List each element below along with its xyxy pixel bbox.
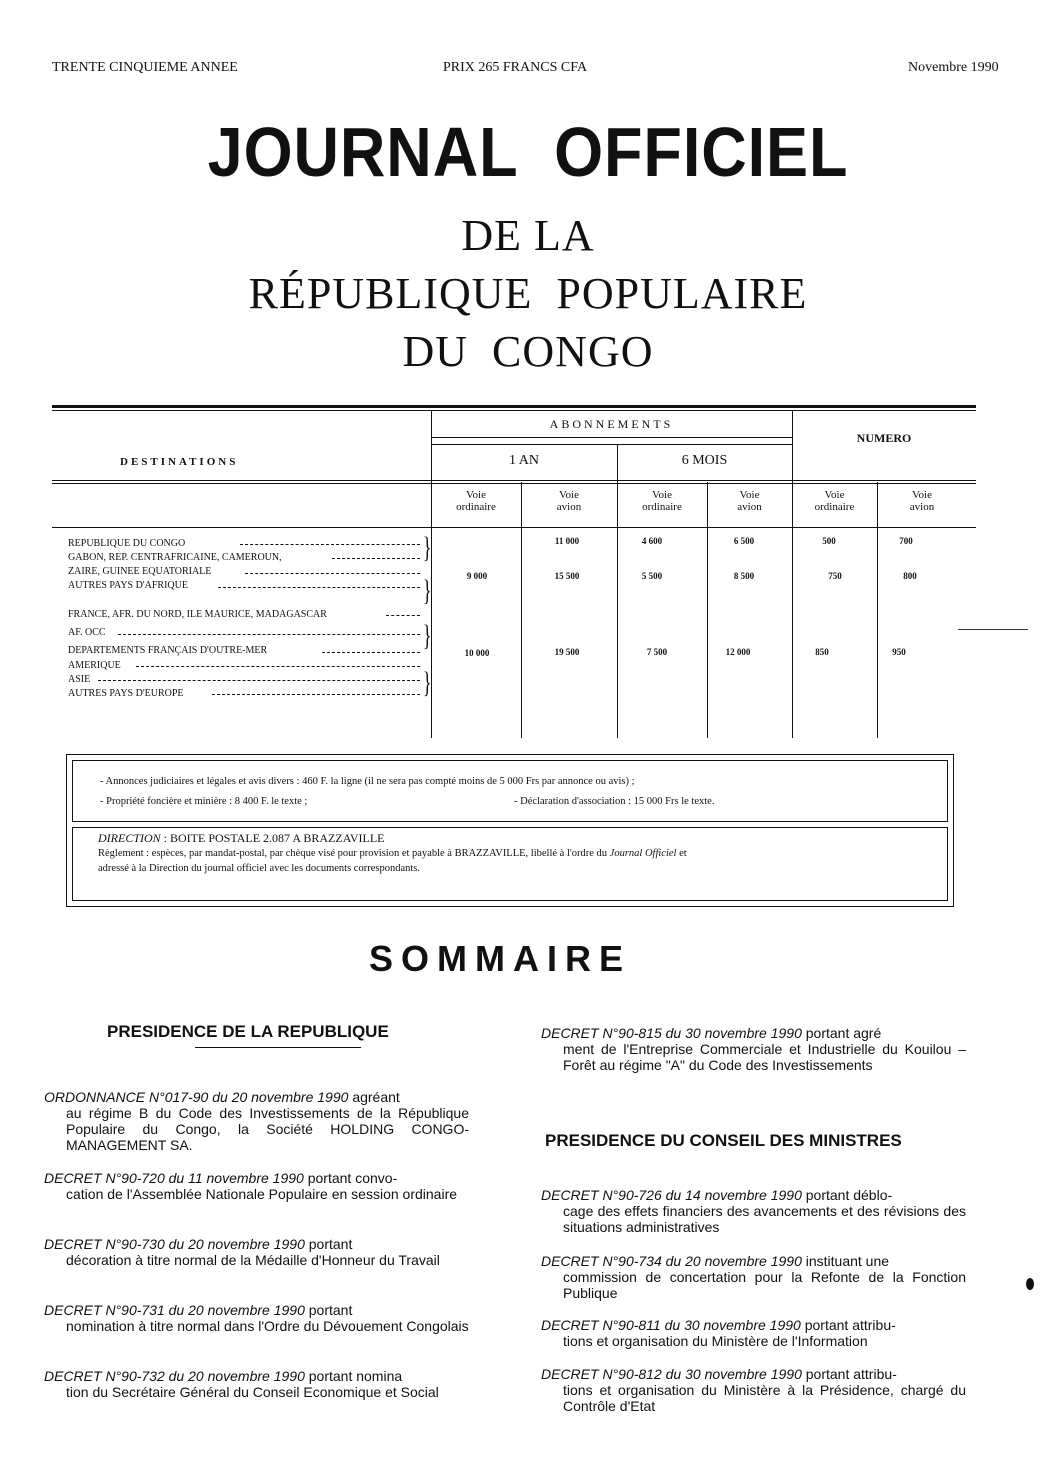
leader-line — [118, 634, 420, 635]
destination-item: FRANCE, AFR. DU NORD, ILE MAURICE, MADAGASCAR — [68, 609, 327, 620]
fee-association: - Déclaration d'association : 15 000 Frs le texte. — [514, 796, 715, 807]
section-heading-presidence-conseil: PRESIDENCE DU CONSEIL DES MINISTRES — [545, 1131, 902, 1150]
sommaire-entry: DECRET N°90-812 du 30 novembre 1990 portant attribu- tions et organisation du Ministère à la Présidence, chargé du Contrôle d'Etat — [541, 1366, 966, 1414]
notice-box-fees — [72, 760, 948, 822]
direction-line — [98, 831, 385, 846]
voie-ordinaire-header: Voie ordinaire — [814, 489, 855, 513]
leader-line — [212, 694, 420, 695]
price-cell: 950 — [892, 647, 906, 657]
price-cell: 500 — [822, 536, 836, 546]
price-cell: 4 600 — [641, 536, 663, 546]
leader-line — [240, 544, 420, 545]
leader-line — [98, 680, 420, 681]
voie-ordinaire-header: Voie ordinaire — [456, 489, 496, 513]
one-year-header: 1 AN — [509, 453, 539, 468]
numero-header: NUMERO — [856, 431, 912, 445]
leader-line — [136, 666, 420, 667]
destination-item: AUTRES PAYS D'AFRIQUE — [68, 580, 188, 591]
leader-line — [245, 573, 420, 574]
price-cell: 10 000 — [464, 648, 490, 658]
destination-item: AUTRES PAYS D'EUROPE — [68, 688, 184, 699]
table-top-rule — [52, 405, 976, 408]
direction-address: : BOITE POSTALE 2.087 A BRAZZAVILLE — [163, 831, 385, 845]
masthead-line-2: RÉPUBLIQUE POPULAIRE — [248, 269, 808, 318]
price-cell: 5 500 — [641, 571, 663, 581]
scan-speck — [1026, 1278, 1034, 1290]
price-cell: 700 — [899, 536, 913, 546]
fee-property: - Propriété foncière et minière : 8 400 F. le texte ; — [100, 796, 308, 807]
table-top-rule-thin — [52, 410, 976, 411]
reglement-line: Règlement : espèces, par mandat-postal, par chèque visé pour provision et payable à BRAZZAVILLE, libellé à l'ordre du Journal Officiel et — [98, 848, 687, 859]
table-divider — [521, 482, 522, 738]
sommaire-title: SOMMAIRE — [369, 938, 631, 979]
destination-item: DEPARTEMENTS FRANÇAIS D'OUTRE-MER — [68, 645, 268, 656]
price-cell: 8 500 — [733, 571, 755, 581]
table-rule — [431, 437, 792, 438]
destination-item: GABON, REP. CENTRAFRICAINE, CAMEROUN, — [68, 552, 282, 563]
sommaire-entry: DECRET N°90-811 du 30 novembre 1990 portant attribu- tions et organisation du Ministère de l'Information — [541, 1317, 896, 1349]
price-label: PRIX 265 FRANCS CFA — [443, 60, 588, 75]
destination-item: AMERIQUE — [68, 660, 121, 671]
voie-avion-header: Voie avion — [737, 489, 762, 513]
destinations-header: DESTINATIONS — [120, 456, 239, 468]
price-cell: 800 — [903, 571, 917, 581]
destination-item: AF. OCC — [68, 627, 106, 638]
leader-line — [218, 587, 420, 588]
sommaire-entry: DECRET N°90-731 du 20 novembre 1990 portant nomination à titre normal dans l'Ordre du Dévouement Congolais — [44, 1302, 469, 1334]
destination-item: REPUBLIQUE DU CONGO — [68, 538, 186, 549]
six-months-header: 6 MOIS — [681, 453, 728, 468]
sommaire-entry: DECRET N°90-732 du 20 novembre 1990 portant nomina tion du Secrétaire Général du Conseil Economique et Social — [44, 1368, 439, 1400]
heading-underline — [195, 1047, 361, 1048]
table-rule — [52, 527, 976, 528]
table-rule — [431, 444, 792, 445]
leader-line — [332, 558, 420, 559]
section-heading-presidence-republique: PRESIDENCE DE LA REPUBLIQUE — [107, 1022, 389, 1041]
masthead-line-3: DU CONGO — [402, 327, 654, 376]
price-cell: 11 000 — [554, 536, 580, 546]
sommaire-entry: DECRET N°90-730 du 20 novembre 1990 portant décoration à titre normal de la Médaille d'Honneur du Travail — [44, 1236, 440, 1268]
journal-title: JOURNAL OFFICIEL — [207, 113, 849, 191]
fee-announcements: - Annonces judiciaires et légales et avis divers : 460 F. la ligne (il ne sera pas compté moins de 5 000 Frs par annonce ou avis) ; — [100, 776, 635, 787]
table-divider — [792, 410, 793, 738]
price-cell: 9 000 — [466, 571, 488, 581]
price-cell: 15 500 — [554, 571, 580, 581]
price-cell: 19 500 — [554, 647, 580, 657]
direction-label: DIRECTION — [98, 831, 161, 845]
brace-mark: } — [422, 531, 432, 564]
edition-label: TRENTE CINQUIEME ANNEE — [52, 60, 238, 75]
masthead-line-1: DE LA — [461, 211, 595, 260]
destination-item: ZAIRE, GUINEE EQUATORIALE — [68, 566, 212, 577]
sommaire-entry: DECRET N°90-726 du 14 novembre 1990 portant déblo- cage des effets financiers des avancements et des révisions des situations administratives — [541, 1187, 966, 1235]
sommaire-entry: ORDONNANCE N°017-90 du 20 novembre 1990 agréant au régime B du Code des Investissements de la République Populaire du Congo, la Société HOLDING CONGO-MANAGEMENT SA. — [44, 1089, 469, 1153]
voie-avion-header: Voie avion — [909, 489, 935, 513]
price-cell: 7 500 — [646, 647, 668, 657]
price-cell: 12 000 — [725, 647, 751, 657]
brace-mark: } — [422, 574, 432, 607]
table-divider — [877, 482, 878, 738]
leader-line — [322, 652, 420, 653]
price-cell: 6 500 — [733, 536, 755, 546]
table-rule — [52, 483, 976, 484]
table-divider — [707, 482, 708, 738]
price-cell: 750 — [828, 571, 842, 581]
brace-mark: } — [422, 666, 432, 699]
brace-mark: } — [422, 619, 432, 652]
reglement-line-2: adressé à la Direction du journal officiel avec les documents correspondants. — [98, 863, 420, 874]
abonnements-header: ABONNEMENTS — [549, 417, 674, 431]
leader-line — [386, 615, 420, 616]
issue-date: Novembre 1990 — [908, 60, 999, 75]
sommaire-entry: DECRET N°90-720 du 11 novembre 1990 portant convo- cation de l'Assemblée Nationale Populaire en session ordinaire — [44, 1170, 458, 1202]
voie-avion-header: Voie avion — [556, 489, 582, 513]
scan-speck — [958, 629, 1028, 630]
sommaire-entry: DECRET N°90-815 du 30 novembre 1990 portant agré ment de l'Entreprise Commerciale et Industrielle du Kouilou – Forêt au régime "A" du Code des Investissements — [541, 1025, 966, 1073]
table-rule — [52, 480, 976, 481]
sommaire-entry: DECRET N°90-734 du 20 novembre 1990 instituant une commission de concertation pour la Refonte de la Fonction Publique — [541, 1253, 966, 1301]
destination-item: ASIE — [68, 674, 91, 685]
price-cell: 850 — [815, 647, 829, 657]
voie-ordinaire-header: Voie ordinaire — [642, 489, 682, 513]
